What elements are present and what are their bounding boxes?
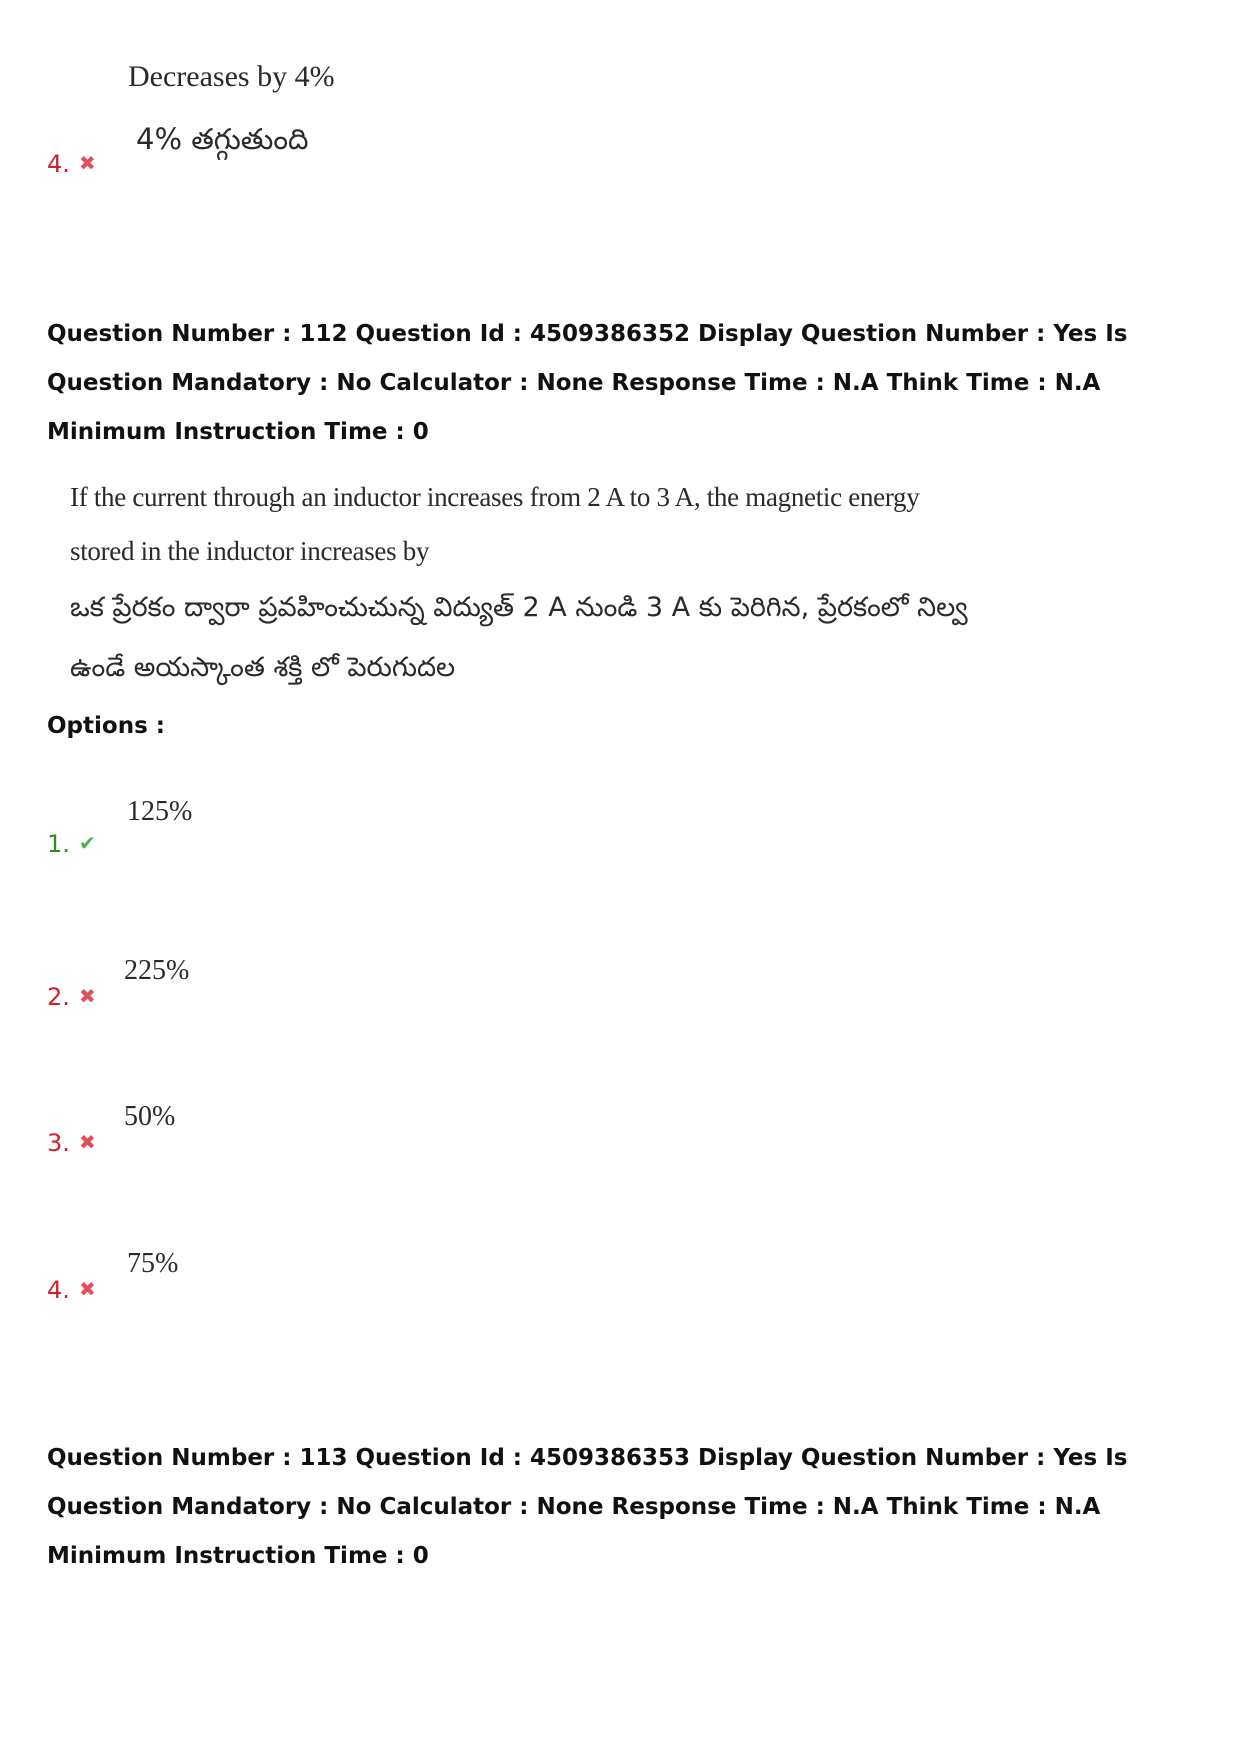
option-2-number: 2. [47, 983, 70, 1011]
cross-icon: ✖ [79, 1132, 96, 1154]
prev-option-text-te: 4% తగ్గుతుంది [136, 122, 309, 156]
prev-option-number: 4. [47, 150, 70, 178]
option-2-text: 225% [124, 955, 190, 986]
option-1-number: 1. [47, 830, 70, 858]
question-112-text-en: If the current through an inductor increases from 2 A to 3 A, the magnetic energy stored in the inductor increases by [70, 482, 920, 566]
prev-option-text-en: Decreases by 4% [128, 60, 335, 93]
option-4-text: 75% [127, 1248, 179, 1279]
question-112-meta: Question Number : 112 Question Id : 4509386352 Display Question Number : Yes Is Question Mandatory : No Calculator : None Response Time : N.A Think Time : N.A Minimum Instruction Time : 0 [47, 321, 1128, 445]
cross-icon: ✖ [79, 153, 96, 175]
question-112-text-te: ఒక ప్రేరకం ద్వారా ప్రవహించుచున్న విద్యుత్ 2 A నుండి 3 A కు పెరిగిన, ప్రేరకంలో నిల్వ ఉండే అయస్కాంత శక్తి లో పెరుగుదల [70, 592, 968, 683]
cross-icon: ✖ [79, 1279, 96, 1301]
option-3-number: 3. [47, 1129, 70, 1157]
option-4-number: 4. [47, 1276, 70, 1304]
cross-icon: ✖ [79, 986, 96, 1008]
option-1-text: 125% [127, 796, 193, 827]
check-icon: ✔ [79, 833, 96, 855]
option-3-text: 50% [124, 1101, 176, 1132]
question-113-meta: Question Number : 113 Question Id : 4509386353 Display Question Number : Yes Is Question Mandatory : No Calculator : None Response Time : N.A Think Time : N.A Minimum Instruction Time : 0 [47, 1445, 1128, 1569]
options-label: Options : [47, 713, 165, 739]
